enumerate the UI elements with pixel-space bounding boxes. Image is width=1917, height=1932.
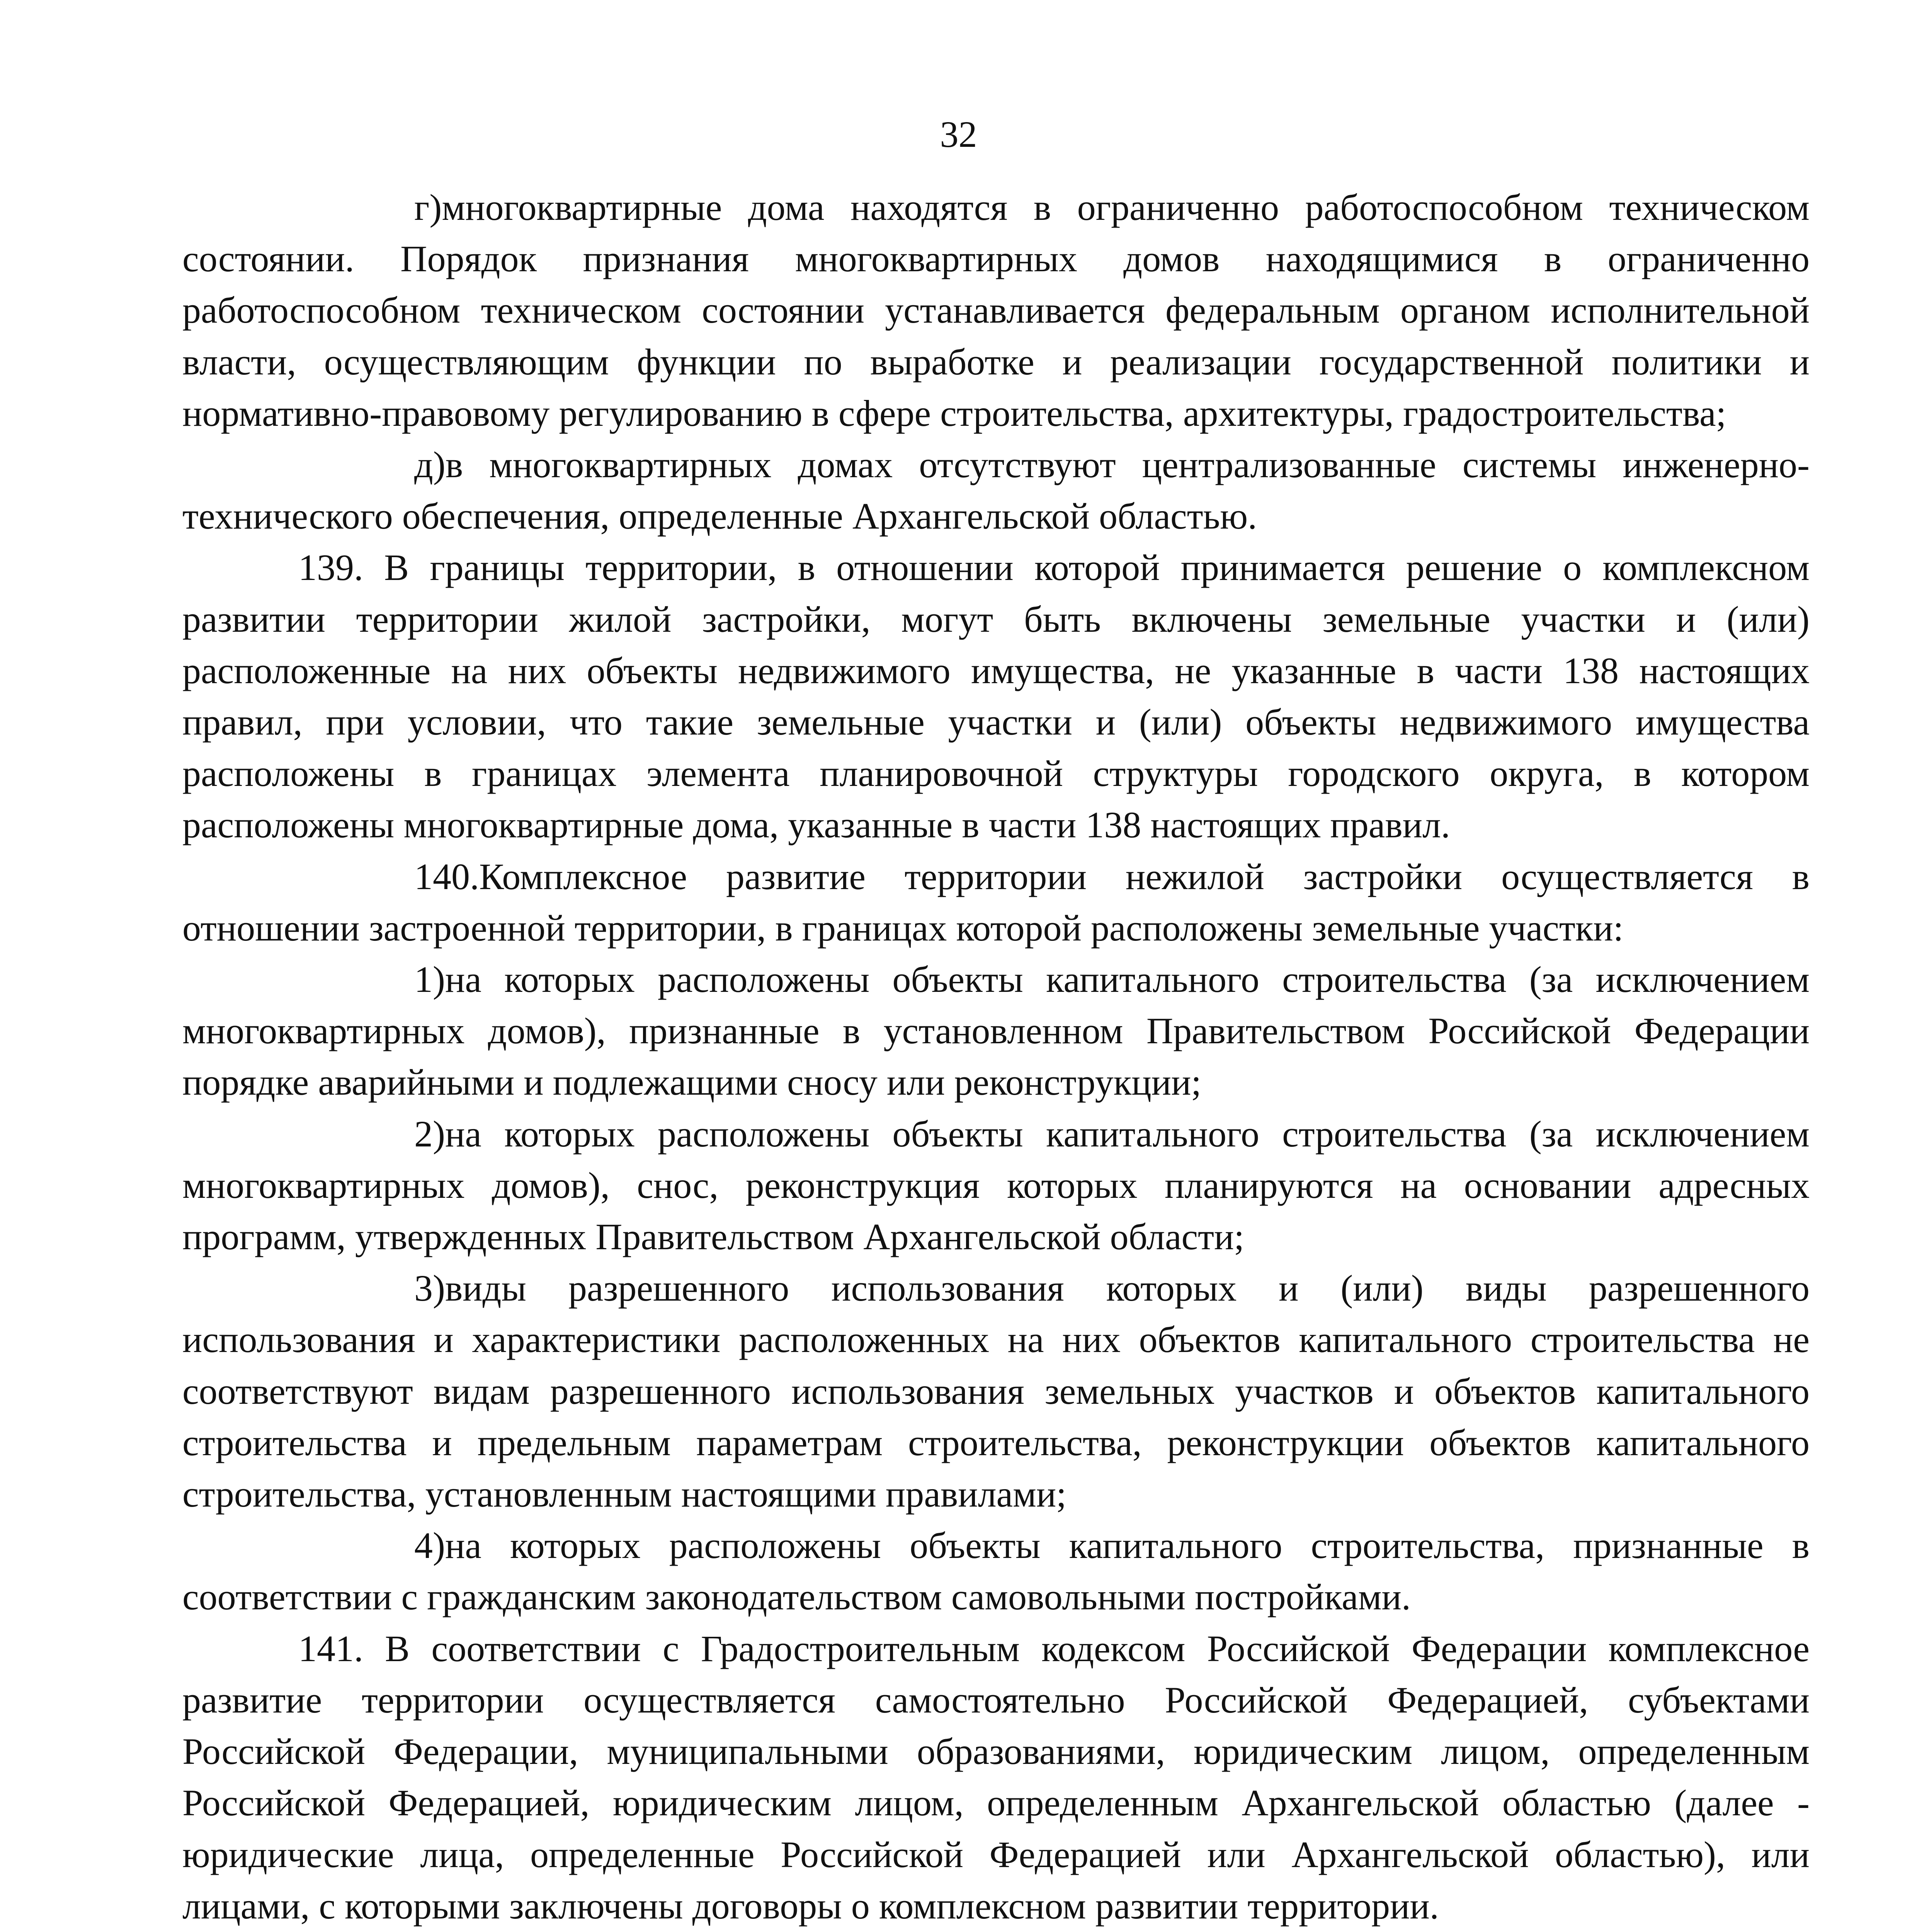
- paragraph-g: [182, 182, 1810, 439]
- paragraph-marker: 141.: [298, 1628, 363, 1669]
- paragraph-text: на которых расположены объекты капитального строительства, признанные в соответствии с гражданским законодательством самовольными постройками.: [182, 1525, 1810, 1618]
- paragraph-text: В границы территории, в отношении которой принимается решение о комплексном развитии территории жилой застройки, могут быть включены земельные участки и (или) расположенные на них объекты недвижимого имущества, не указанные в части 138 настоящих правил, при условии, что такие земельные участки и (или) объекты недвижимого имущества расположены в границах элемента планировочной структуры городского округа, в котором расположены многоквартирные дома, указанные в части 138 настоящих правил.: [182, 547, 1810, 846]
- paragraph-marker: д): [414, 444, 446, 486]
- paragraph-text: на которых расположены объекты капитального строительства (за исключением многоквартирных домов), признанные в установленном Правительством Российской Федерации порядке аварийными и подлежащими сносу или реконструкции;: [182, 959, 1810, 1103]
- paragraph-text: виды разрешенного использования которых и (или) виды разрешенного использования и характеристики расположенных на них объектов капитального строительства не соответствуют видам разрешенного использования земельных участков и объектов капитального строительства и предельным параметрам строительства, реконструкции объектов капитального строительства, установленным настоящими правилами;: [182, 1267, 1810, 1515]
- paragraph-marker: 3): [414, 1267, 445, 1309]
- paragraph-text: в многоквартирных домах отсутствуют централизованные системы инженерно-технического обеспечения, определенные Архангельской областью.: [182, 444, 1810, 537]
- paragraph-marker: г): [414, 187, 442, 228]
- paragraph-marker: 4): [414, 1525, 445, 1566]
- paragraph-marker: 140.: [414, 855, 479, 897]
- page-number: 32: [940, 114, 977, 155]
- paragraph-140-2: [182, 1108, 1810, 1263]
- paragraph-140: [182, 851, 1810, 954]
- paragraph-140-1: [182, 954, 1810, 1108]
- paragraph-marker: 139.: [298, 547, 363, 588]
- paragraph-text: В соответствии с Градостроительным кодексом Российской Федерации комплексное развитие территории осуществляется самостоятельно Российской Федерацией, субъектами Российской Федерации, муниципальными образованиями, юридическим лицом, определенным Российской Федерацией, юридическим лицом, определенным Архангельской областью (далее - юридические лица, определенные Российской Федерацией или Архангельской областью), или лицами, с которыми заключены договоры о комплексном развитии территории.: [182, 1628, 1810, 1927]
- document-body: [182, 182, 1810, 1932]
- paragraph-140-3: [182, 1262, 1810, 1520]
- paragraph-marker: 2): [414, 1113, 445, 1155]
- paragraph-141: [182, 1623, 1810, 1932]
- paragraph-text: Комплексное развитие территории нежилой застройки осуществляется в отношении застроенной территории, в границах которой расположены земельные участки:: [182, 855, 1810, 949]
- paragraph-d: [182, 439, 1810, 542]
- paragraph-139: [182, 542, 1810, 850]
- paragraph-marker: 1): [414, 959, 445, 1000]
- paragraph-text: многоквартирные дома находятся в ограниченно работоспособном техническом состоянии. Порядок признания многоквартирных домов находящимися в ограниченно работоспособном техническом состоянии устанавливается федеральным органом исполнительной власти, осуществляющим функции по выработке и реализации государственной политики и нормативно-правовому регулированию в сфере строительства, архитектуры, градостроительства;: [182, 187, 1810, 434]
- paragraph-text: на которых расположены объекты капитального строительства (за исключением многоквартирных домов), снос, реконструкция которых планируются на основании адресных программ, утвержденных Правительством Архангельской области;: [182, 1113, 1810, 1258]
- paragraph-140-4: [182, 1520, 1810, 1622]
